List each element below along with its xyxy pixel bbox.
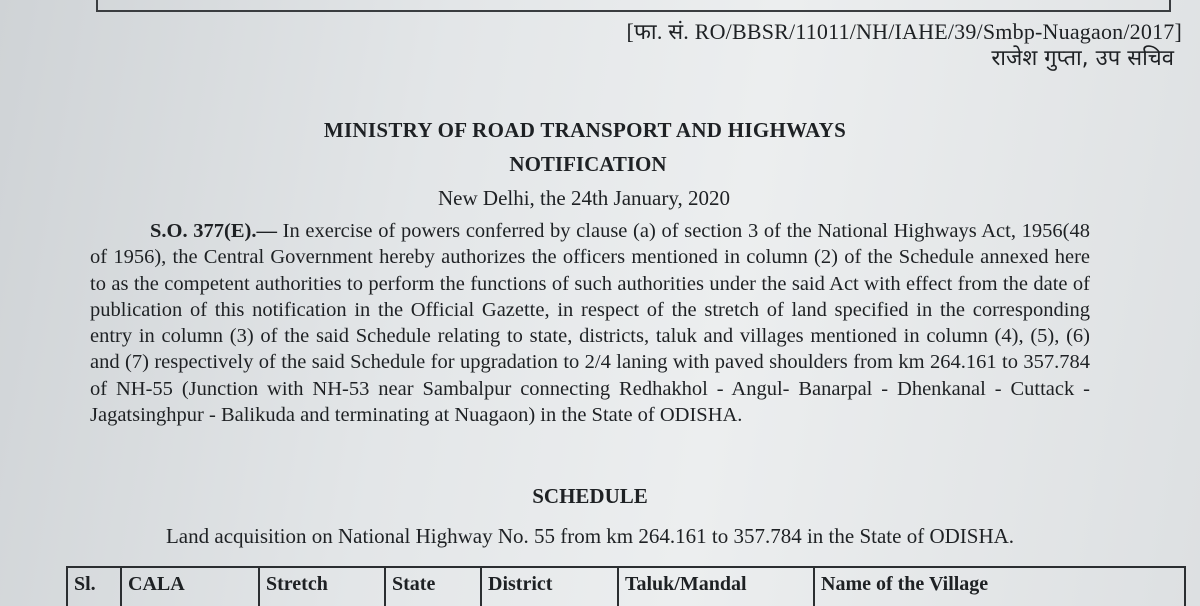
notification-heading: NOTIFICATION <box>509 152 667 176</box>
body-text: In exercise of powers conferred by clause (a) of section 3 of the National Highways Act, 1956(48 of 1956), the Central Government hereby authorizes the officers mentioned in column (2) of the Schedule annexed here to as the competent authorities to perform the functions of such authorities under the said Act with effect from the date of publication of this notification in the Official Gazette, in respect of the stretch of land specified in the corresponding entry in column (3) of the said Schedule relating to state, districts, taluk and villages mentioned in column (4), (5), (6) and (7) respectively of the said Schedule for upgradation to 2/4 laning with paved shoulders from km 264.161 to 357.784 of NH-55 (Junction with NH-53 near Sambalpur connecting Redhakhol - Angul- Banarpal - Dhenkanal - Cuttack - Jagatsinghpur - Balikuda and terminating at Nuagaon) in the State of ODISHA. <box>90 220 1090 427</box>
schedule-heading: SCHEDULE <box>532 484 648 508</box>
col-village: Name of the Village <box>814 567 1185 606</box>
col-state: State <box>385 567 481 606</box>
previous-table-border <box>96 0 1171 12</box>
file-number: [फा. सं. RO/BBSR/11011/NH/IAHE/39/Smbp-Nuagaon/2017] <box>626 19 1182 44</box>
notification-body <box>90 218 1090 428</box>
signatory: राजेश गुप्ता, उप सचिव <box>991 46 1174 71</box>
so-number: S.O. 377(E).— <box>150 220 277 242</box>
dateline: New Delhi, the 24th January, 2020 <box>438 186 730 210</box>
col-district: District <box>481 567 618 606</box>
col-stretch: Stretch <box>259 567 385 606</box>
schedule-table <box>66 566 1186 606</box>
schedule-subheading: Land acquisition on National Highway No. 55 from km 264.161 to 357.784 in the State of ODISHA. <box>165 524 1015 548</box>
schedule-header-row <box>67 567 1185 606</box>
col-taluk: Taluk/Mandal <box>618 567 814 606</box>
ministry-heading: MINISTRY OF ROAD TRANSPORT AND HIGHWAYS <box>323 118 847 142</box>
col-sl: Sl. <box>67 567 121 606</box>
col-cala: CALA <box>121 567 259 606</box>
